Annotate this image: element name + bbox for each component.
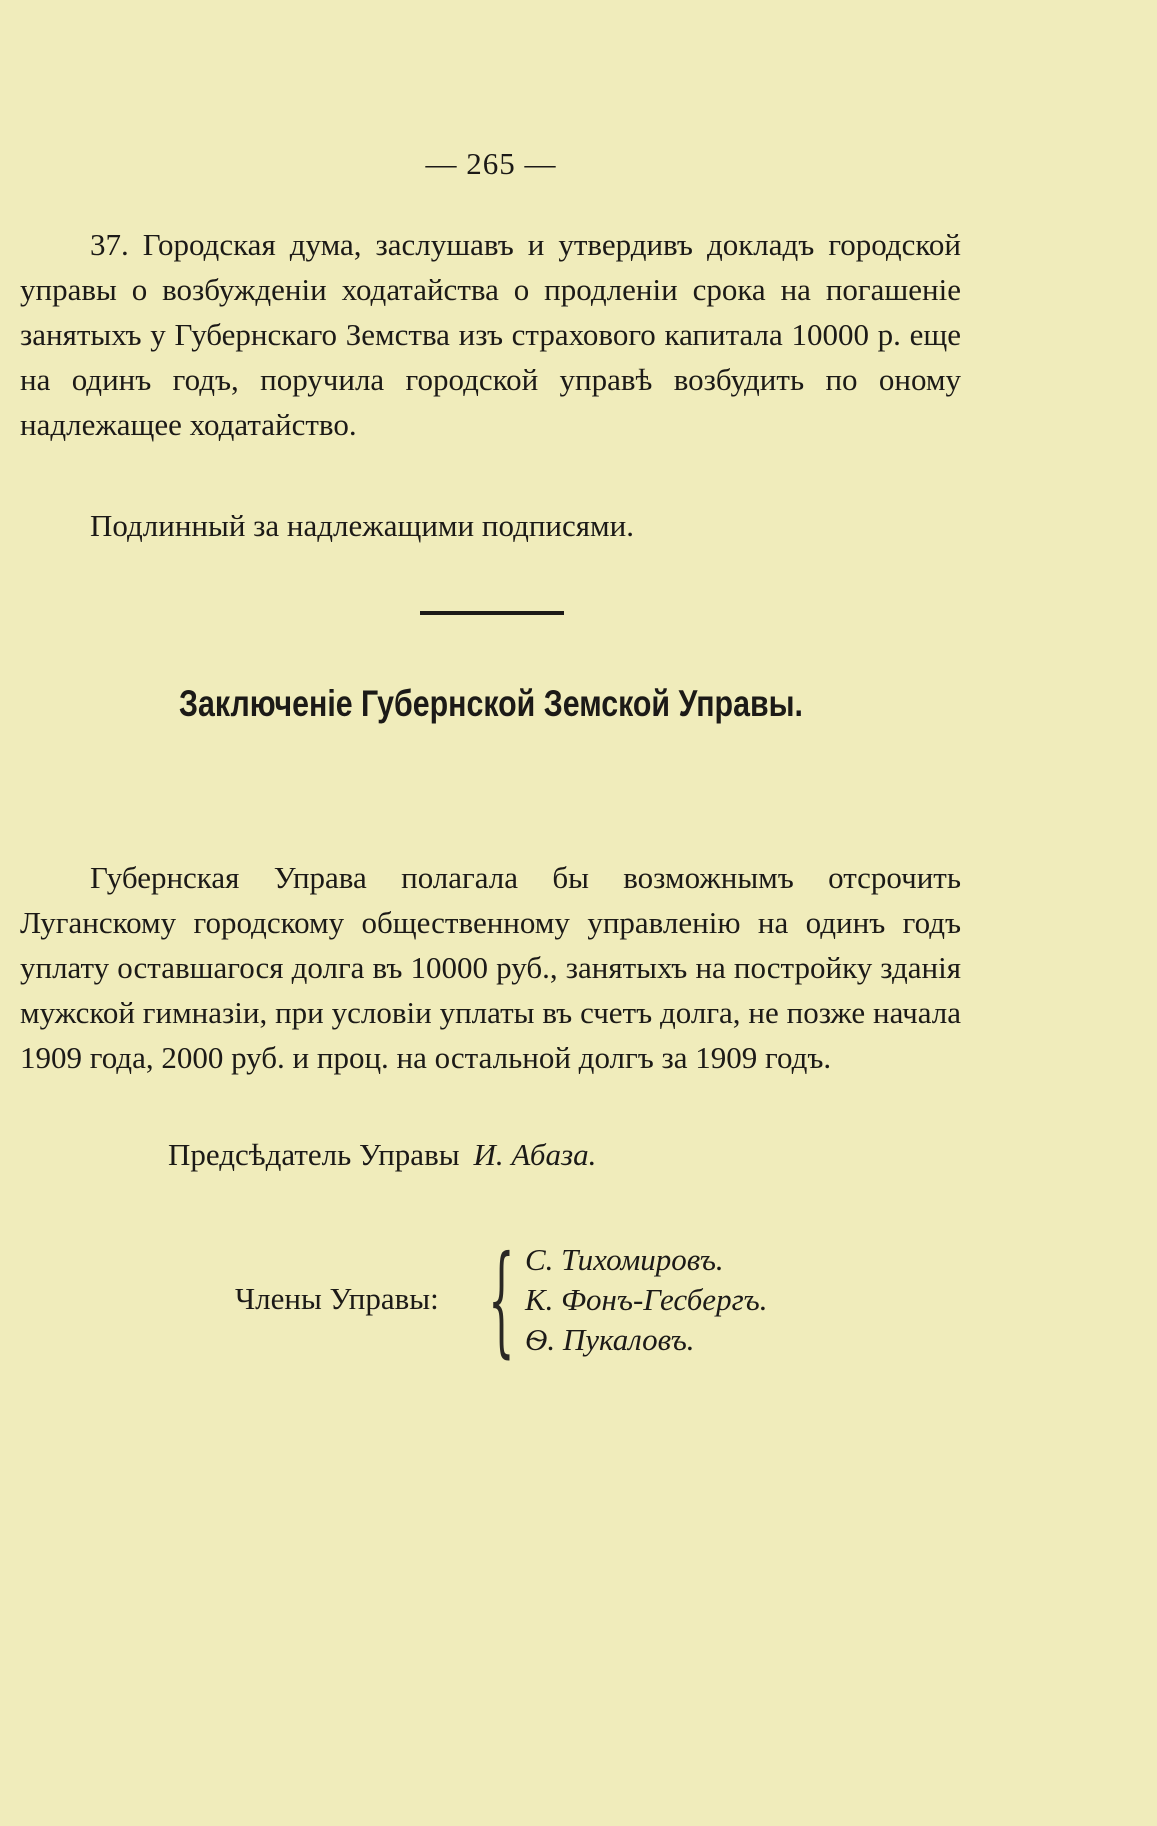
member-name: С. Тихомировъ. bbox=[525, 1242, 724, 1277]
paragraph-duma-resolution bbox=[20, 222, 961, 447]
chairman-title: Предсѣдатель Управы bbox=[168, 1137, 460, 1172]
curly-brace-icon: { bbox=[488, 1231, 515, 1370]
page-number: — 265 — bbox=[425, 146, 557, 181]
section-heading: Заключеніе Губернской Земской Управы. bbox=[179, 683, 803, 724]
signature-note: Подлинный за надлежащими подписями. bbox=[90, 508, 634, 543]
paragraph-text: 37. Городская дума, заслушавъ и утвердивъ докладъ городской управы о возбужденіи ходатайства о продленіи срока на погашеніе занятыхъ у Губернскаго Земства изъ страхового капитала 10000 р. еще на одинъ годъ, поручила городской управѣ возбудить по оному надлежащее ходатайство. bbox=[20, 227, 961, 442]
paragraph-conclusion bbox=[20, 855, 961, 1080]
chairman-name: И. Абаза. bbox=[473, 1137, 597, 1172]
member-name: Ѳ. Пукаловъ. bbox=[525, 1322, 695, 1357]
members-label: Члены Управы: bbox=[235, 1281, 439, 1316]
paragraph-text: Губернская Управа полагала бы возможнымъ отсрочить Луганскому городскому общественному управленію на одинъ годъ уплату оставшагося долга въ 10000 руб., занятыхъ на постройку зданія мужской гимназіи, при условіи уплаты въ счетъ долга, не позже начала 1909 года, 2000 руб. и проц. на остальной долгъ за 1909 годъ. bbox=[20, 860, 961, 1075]
section-divider bbox=[420, 611, 564, 615]
members-list bbox=[525, 1240, 768, 1360]
member-name: К. Фонъ-Гесбергъ. bbox=[525, 1282, 768, 1317]
chairman-signature bbox=[168, 1137, 596, 1173]
